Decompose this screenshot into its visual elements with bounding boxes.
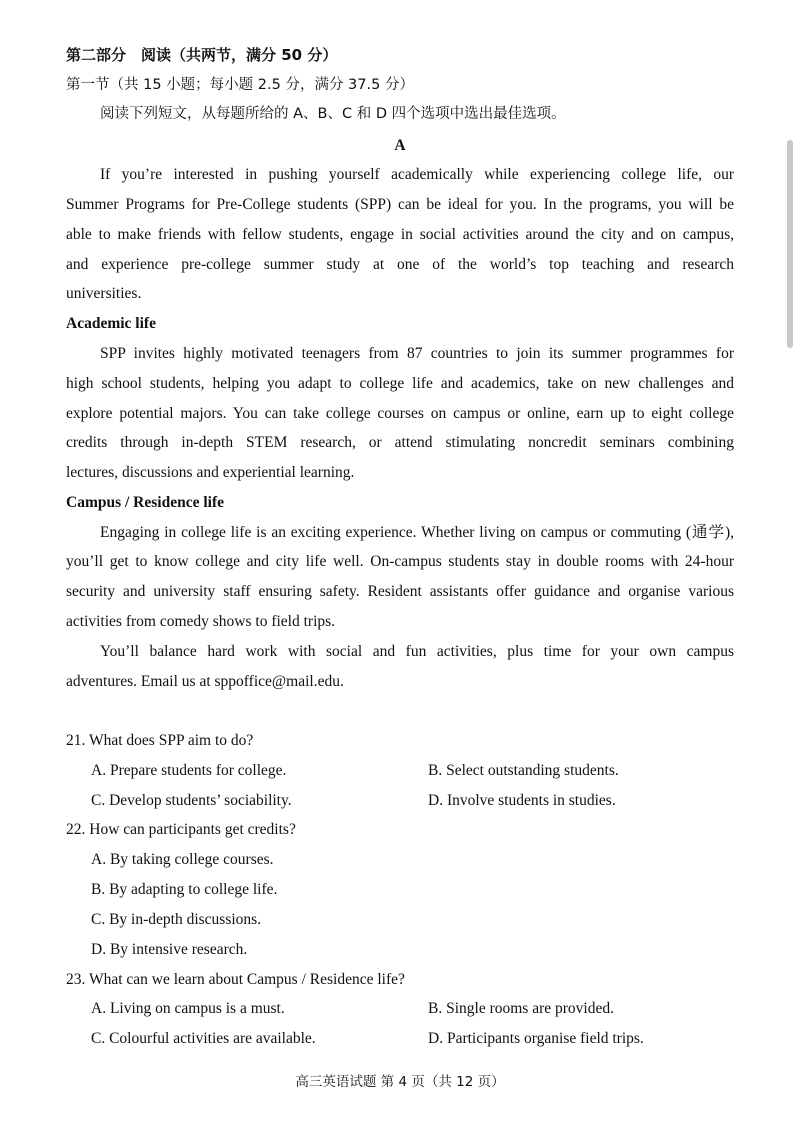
instructions: 阅读下列短文，从每题所给的 A、B、C 和 D 四个选项中选出最佳选项。	[100, 106, 566, 122]
passage-line: security and university staff ensuring safety. Resident assistants offer guidance and organise various	[66, 583, 734, 600]
passage-line: and experience pre-college summer study at one of the world’s top teaching and research	[66, 256, 734, 273]
question-stem: 21. What does SPP aim to do?	[66, 732, 254, 749]
passage-line: adventures. Email us at sppoffice@mail.edu.	[66, 673, 344, 690]
answer-option: C. Colourful activities are available.	[91, 1030, 316, 1047]
question-stem: 23. What can we learn about Campus / Residence life?	[66, 971, 405, 988]
part-title: 第二部分 阅读（共两节，满分 50 分）	[66, 46, 338, 64]
answer-option: C. Develop students’ sociability.	[91, 792, 292, 809]
passage-line: Summer Programs for Pre-College students (SPP) can be ideal for you. In the programs, you will be	[66, 196, 734, 213]
passage-line: lectures, discussions and experiential learning.	[66, 464, 355, 481]
passage-line: high school students, helping you adapt to college life and academics, take on new challenges and	[66, 375, 734, 392]
passage-line: Engaging in college life is an exciting experience. Whether living on campus or commuting (通学),	[100, 524, 734, 541]
answer-option: B. By adapting to college life.	[91, 881, 278, 898]
answer-option: C. By in-depth discussions.	[91, 911, 262, 928]
answer-option: D. Participants organise field trips.	[428, 1030, 644, 1047]
answer-option: A. Living on campus is a must.	[91, 1000, 285, 1017]
passage-line: credits through in-depth STEM research, or attend stimulating noncredit seminars combining	[66, 434, 734, 451]
passage-label: A	[394, 137, 406, 154]
answer-option: D. Involve students in studies.	[428, 792, 616, 809]
question-stem: 22. How can participants get credits?	[66, 821, 296, 838]
section-title: 第一节（共 15 小题；每小题 2.5 分，满分 37.5 分）	[66, 77, 414, 93]
page-footer: 高三英语试题 第 4 页（共 12 页）	[295, 1074, 505, 1090]
passage-line: You’ll balance hard work with social and fun activities, plus time for your own campus	[100, 643, 734, 660]
passage-line: activities from comedy shows to field trips.	[66, 613, 336, 630]
passage-line: explore potential majors. You can take college courses on campus or online, earn up to eight college	[66, 405, 734, 422]
passage-line: SPP invites highly motivated teenagers from 87 countries to join its summer programmes for	[100, 345, 734, 362]
academic-heading: Academic life	[66, 315, 156, 332]
scrollbar-thumb[interactable]	[787, 140, 793, 348]
answer-option: D. By intensive research.	[91, 941, 248, 958]
answer-option: B. Select outstanding students.	[428, 762, 619, 779]
campus-heading: Campus / Residence life	[66, 494, 225, 511]
passage-line: you’ll get to know college and city life well. On-campus students stay in double rooms with 24-hour	[66, 553, 734, 570]
answer-option: B. Single rooms are provided.	[428, 1000, 614, 1017]
answer-option: A. Prepare students for college.	[91, 762, 287, 779]
passage-line: able to make friends with fellow students, engage in social activities around the city and on campus,	[66, 226, 734, 243]
passage-line: universities.	[66, 285, 142, 302]
passage-line: If you’re interested in pushing yourself academically while experiencing college life, our	[100, 166, 734, 183]
answer-option: A. By taking college courses.	[91, 851, 274, 868]
